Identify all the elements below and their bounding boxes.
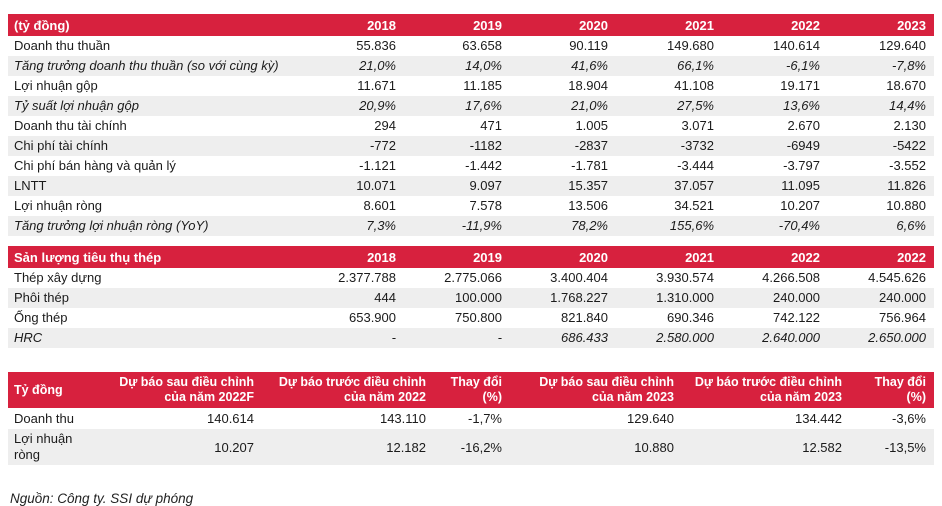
value-cell: -3.444: [677, 158, 714, 173]
column-header-cell: [262, 375, 434, 405]
table-header: [8, 14, 934, 36]
value-cell: 11.185: [463, 78, 502, 93]
value-cell: 3.400.404: [550, 270, 608, 285]
table-row: [8, 328, 934, 348]
value-cell: 2.640.000: [762, 330, 820, 345]
row-label: Ống thép: [14, 310, 68, 325]
value-cell: 11.095: [781, 178, 820, 193]
value-cell: 444: [374, 290, 396, 305]
value-cell: 3.930.574: [656, 270, 714, 285]
column-header-line1: Dự báo sau điều chỉnh: [119, 375, 254, 389]
value-cell: 134.442: [795, 411, 842, 426]
value-cell: 10.880: [634, 439, 674, 455]
row-label: Lợi nhuận gộp: [14, 78, 98, 93]
value-cell: 14,4%: [889, 98, 926, 113]
row-label: Tỷ suất lợi nhuận gộp: [14, 98, 139, 113]
value-cell: 34.521: [674, 198, 714, 213]
row-label: Lợi nhuận ròng: [14, 431, 73, 462]
year-header-cell: 2023: [897, 17, 926, 33]
row-label: Tăng trưởng lợi nhuận ròng (YoY): [14, 218, 209, 233]
value-cell: 2.775.066: [444, 270, 502, 285]
value-cell: -1.442: [465, 158, 502, 173]
value-cell: 750.800: [455, 310, 502, 325]
value-cell: 2.670: [787, 118, 820, 133]
value-cell: 471: [480, 118, 502, 133]
value-cell: 2.580.000: [656, 330, 714, 345]
column-header-line2: của năm 2022: [344, 390, 426, 404]
table-row: [8, 429, 934, 465]
value-cell: 9.097: [469, 178, 502, 193]
table-row: [8, 288, 934, 308]
value-cell: 41,6%: [571, 58, 608, 73]
value-cell: -772: [369, 138, 396, 153]
value-cell: 100.000: [455, 290, 502, 305]
value-cell: 66,1%: [677, 58, 714, 73]
year-header-cell: 2021: [685, 249, 714, 265]
value-cell: 12.182: [386, 439, 426, 455]
table-row: [8, 216, 934, 236]
value-cell: 11.826: [887, 178, 926, 193]
value-cell: 2.130: [893, 118, 926, 133]
row-label: HRC: [14, 330, 43, 345]
value-cell: -3,6%: [892, 411, 926, 426]
column-header-cell: [510, 375, 682, 405]
table-row: [8, 196, 934, 216]
value-cell: 17,6%: [465, 98, 502, 113]
value-cell: 18.904: [568, 78, 608, 93]
value-cell: 742.122: [773, 310, 820, 325]
value-cell: 1.005: [575, 118, 608, 133]
value-cell: 149.680: [667, 38, 714, 53]
year-header-cell: 2020: [579, 17, 608, 33]
year-header-cell: 2022: [791, 249, 820, 265]
value-cell: -11,9%: [461, 218, 502, 233]
value-cell: -70,4%: [778, 218, 820, 233]
income-statement-table: [8, 14, 934, 236]
year-header-cell: 2018: [367, 249, 396, 265]
value-cell: 41.108: [674, 78, 714, 93]
column-header-cell: [850, 375, 934, 405]
value-cell: 19.171: [780, 78, 820, 93]
value-cell: 821.840: [561, 310, 608, 325]
row-label: Tăng trưởng doanh thu thuần (so với cùng kỳ): [14, 58, 279, 73]
value-cell: 140.614: [773, 38, 820, 53]
table-title: Sản lượng tiêu thụ thép: [14, 249, 162, 265]
year-header-cell: 2020: [579, 249, 608, 265]
value-cell: -7,8%: [892, 58, 926, 73]
value-cell: 14,0%: [465, 58, 502, 73]
value-cell: 1.768.227: [550, 290, 608, 305]
value-cell: 6,6%: [896, 218, 926, 233]
value-cell: 63.658: [462, 38, 502, 53]
value-cell: 13,6%: [783, 98, 820, 113]
value-cell: 21,0%: [571, 98, 608, 113]
value-cell: -3.797: [783, 158, 820, 173]
value-cell: 90.119: [569, 38, 608, 53]
row-label: Doanh thu thuần: [14, 38, 111, 53]
column-header-line2: (%): [482, 390, 502, 404]
table-row: [8, 36, 934, 56]
value-cell: 690.346: [667, 310, 714, 325]
table-row: [8, 176, 934, 196]
forecast-revision-table: [8, 372, 934, 465]
table-row: [8, 76, 934, 96]
value-cell: 240.000: [773, 290, 820, 305]
column-header-line2: của năm 2022F: [164, 390, 254, 404]
column-header-line1: Dự báo trước điều chỉnh: [278, 375, 426, 389]
row-label: Chi phí tài chính: [14, 138, 108, 153]
value-cell: -1.781: [571, 158, 608, 173]
steel-volume-table: [8, 246, 934, 348]
value-cell: -1,7%: [468, 411, 502, 426]
value-cell: -2837: [574, 138, 608, 153]
table-row: [8, 308, 934, 328]
value-cell: 143.110: [379, 411, 426, 426]
column-header-line2: của năm 2023: [592, 390, 674, 404]
value-cell: -6,1%: [786, 58, 820, 73]
row-label: LNTT: [14, 178, 47, 193]
row-label: Doanh thu: [14, 410, 74, 426]
table-row: [8, 56, 934, 76]
value-cell: -1182: [469, 138, 502, 153]
value-cell: 13.506: [568, 198, 608, 213]
value-cell: 10.071: [356, 178, 396, 193]
table-title: (tỷ đồng): [14, 17, 70, 33]
column-header-line1: Dự báo trước điều chỉnh: [694, 375, 842, 389]
value-cell: -: [497, 330, 502, 345]
column-header-line1: Dự báo sau điều chỉnh: [539, 375, 674, 389]
value-cell: 4.545.626: [868, 270, 926, 285]
row-label: Lợi nhuận ròng: [14, 198, 103, 213]
value-cell: 2.650.000: [868, 330, 926, 345]
row-label: Chi phí bán hàng và quản lý: [14, 158, 176, 173]
value-cell: 18.670: [886, 78, 926, 93]
value-cell: 78,2%: [571, 218, 608, 233]
value-cell: 7,3%: [366, 218, 396, 233]
year-header-cell: 2019: [473, 17, 502, 33]
year-header-cell: 2018: [367, 17, 396, 33]
value-cell: 55.836: [356, 38, 396, 53]
value-cell: 10.207: [214, 439, 254, 455]
column-header-line1: Thay đổi: [874, 375, 926, 389]
table-body: [8, 408, 934, 465]
value-cell: 37.057: [674, 178, 714, 193]
table-row: [8, 116, 934, 136]
value-cell: -: [391, 330, 396, 345]
table-row: [8, 408, 934, 429]
row-label: Thép xây dựng: [14, 270, 102, 285]
year-header-cell: 2022: [897, 249, 926, 265]
year-header-cell: 2022: [791, 17, 820, 33]
value-cell: 10.207: [780, 198, 820, 213]
value-cell: 653.900: [349, 310, 396, 325]
value-cell: 20,9%: [359, 98, 396, 113]
value-cell: 129.640: [879, 38, 926, 53]
value-cell: -3732: [680, 138, 714, 153]
value-cell: 1.310.000: [656, 290, 714, 305]
year-header-cell: 2019: [473, 249, 502, 265]
value-cell: 27,5%: [677, 98, 714, 113]
value-cell: -5422: [892, 138, 926, 153]
value-cell: 4.266.508: [762, 270, 820, 285]
column-header-cell: [94, 375, 262, 405]
table-row: [8, 156, 934, 176]
value-cell: -1.121: [359, 158, 396, 173]
value-cell: -16,2%: [460, 439, 502, 455]
column-header-line1: Thay đổi: [450, 375, 502, 389]
value-cell: 756.964: [879, 310, 926, 325]
table-header: [8, 372, 934, 408]
column-header-line2: (%): [906, 390, 926, 404]
value-cell: 8.601: [363, 198, 396, 213]
value-cell: 12.582: [802, 439, 842, 455]
value-cell: -6949: [786, 138, 820, 153]
value-cell: 7.578: [469, 198, 502, 213]
table-body: [8, 36, 934, 236]
value-cell: 2.377.788: [338, 270, 396, 285]
value-cell: -13,5%: [884, 439, 926, 455]
value-cell: 686.433: [561, 330, 608, 345]
row-label: Doanh thu tài chính: [14, 118, 127, 133]
value-cell: 155,6%: [669, 218, 714, 233]
table-body: [8, 268, 934, 348]
value-cell: 140.614: [207, 411, 254, 426]
table-row: [8, 268, 934, 288]
value-cell: 10.880: [886, 198, 926, 213]
table-row: [8, 136, 934, 156]
column-header-cell: [682, 375, 850, 405]
column-header-cell: [434, 375, 510, 405]
column-header-line2: của năm 2023: [760, 390, 842, 404]
value-cell: 294: [374, 118, 396, 133]
value-cell: 11.671: [357, 78, 396, 93]
value-cell: 240.000: [879, 290, 926, 305]
table-title: Tỷ đồng: [14, 382, 63, 397]
table-header: [8, 246, 934, 268]
value-cell: 15.357: [568, 178, 608, 193]
value-cell: 3.071: [681, 118, 714, 133]
value-cell: 21,0%: [359, 58, 396, 73]
source-note: Nguồn: Công ty. SSI dự phóng: [10, 491, 194, 506]
value-cell: -3.552: [889, 158, 926, 173]
table-row: [8, 96, 934, 116]
value-cell: 129.640: [627, 411, 674, 426]
row-label: Phôi thép: [14, 290, 69, 305]
year-header-cell: 2021: [685, 17, 714, 33]
